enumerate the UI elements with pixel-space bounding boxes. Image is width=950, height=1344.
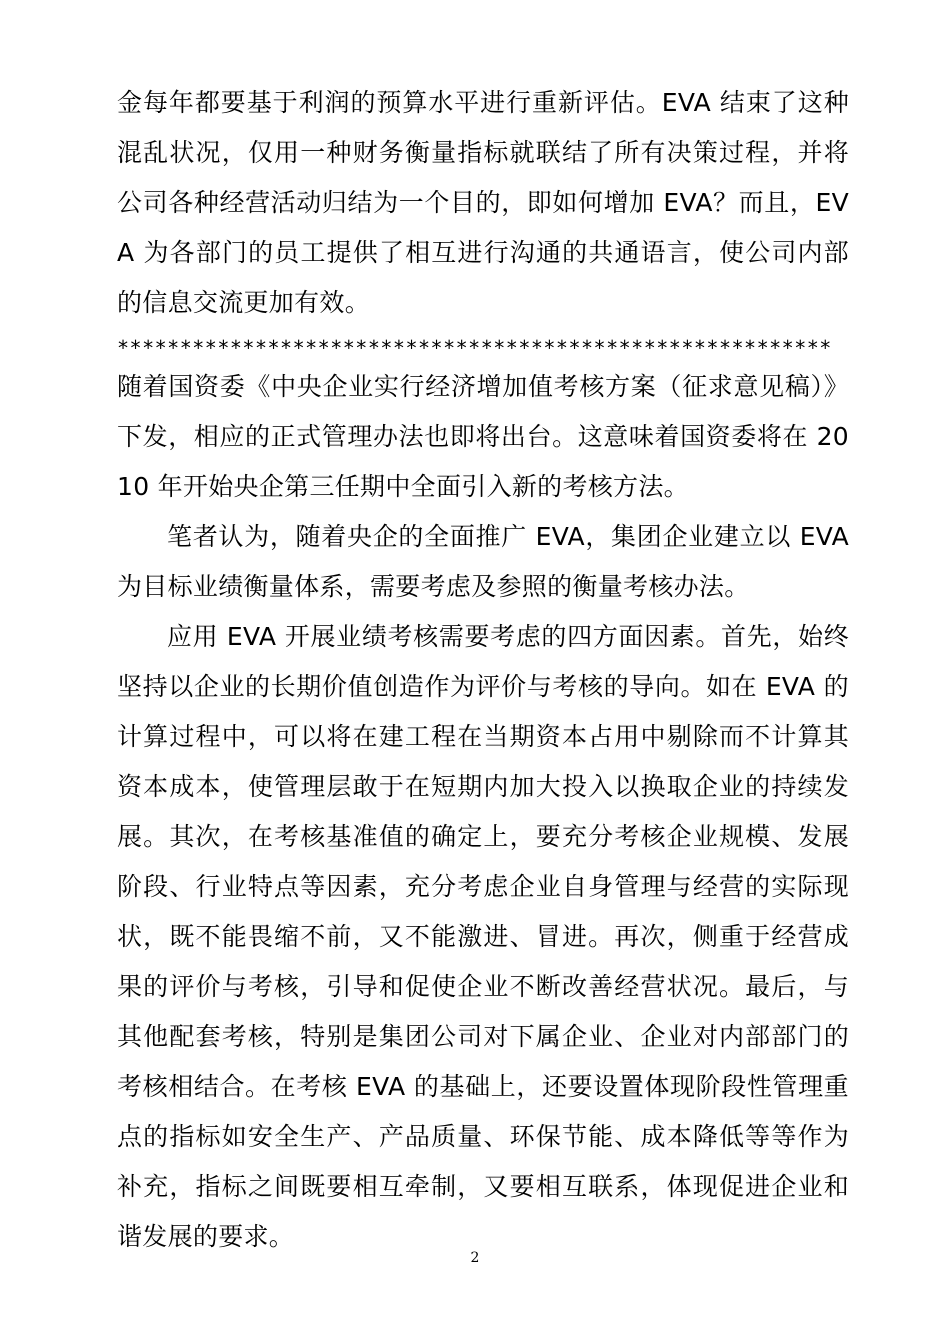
paragraph-four-factors: 应用 EVA 开展业绩考核需要考虑的四方面因素。首先，始终坚持以企业的长期价值创造作为评价与考核的导向。如在 EVA 的计算过程中，可以将在建工程在当期资本占用中剔除而不计算其资本成本，使管理层敢于在短期内加大投入以换取企业的持续发展。其次，在考核基准值的确定上，要充分考核企业规模、发展阶段、行业特点等因素，充分考虑企业自身管理与经营的实际现状，既不能畏缩不前，又不能激进、冒进。再次，侧重于经营成果的评价与考核，引导和促使企业不断改善经营状况。最后，与其他配套考核，特别是集团公司对下属企业、企业对内部部门的考核相结合。在考核 EVA 的基础上，还要设置体现阶段性管理重点的指标如安全生产、产品质量、环保节能、成本降低等等作为补充，指标之间既要相互牵制，又要相互联系，体现促进企业和谐发展的要求。 (117, 622, 849, 1251)
document-page (117, 78, 849, 1262)
asterisk-separator: ********************************************************* (117, 336, 832, 360)
paragraph-sasac-announcement: 随着国资委《中央企业实行经济增加值考核方案（征求意见稿）》下发，相应的正式管理办法也即将出台。这意味着国资委将在 2010 年开始央企第三任期中全面引入新的考核方法。 (117, 372, 849, 501)
paragraph-eva-summary: 金每年都要基于利润的预算水平进行重新评估。EVA 结束了这种混乱状况，仅用一种财务衡量指标就联结了所有决策过程，并将公司各种经营活动归结为一个目的，即如何增加 EVA？而且，EVA 为各部门的员工提供了相互进行沟通的共通语言，使公司内部的信息交流更加有效。 (117, 88, 849, 317)
paragraph-author-view: 笔者认为，随着央企的全面推广 EVA，集团企业建立以 EVA 为目标业绩衡量体系，需要考虑及参照的衡量考核办法。 (117, 522, 849, 601)
page-number: 2 (470, 1250, 480, 1266)
